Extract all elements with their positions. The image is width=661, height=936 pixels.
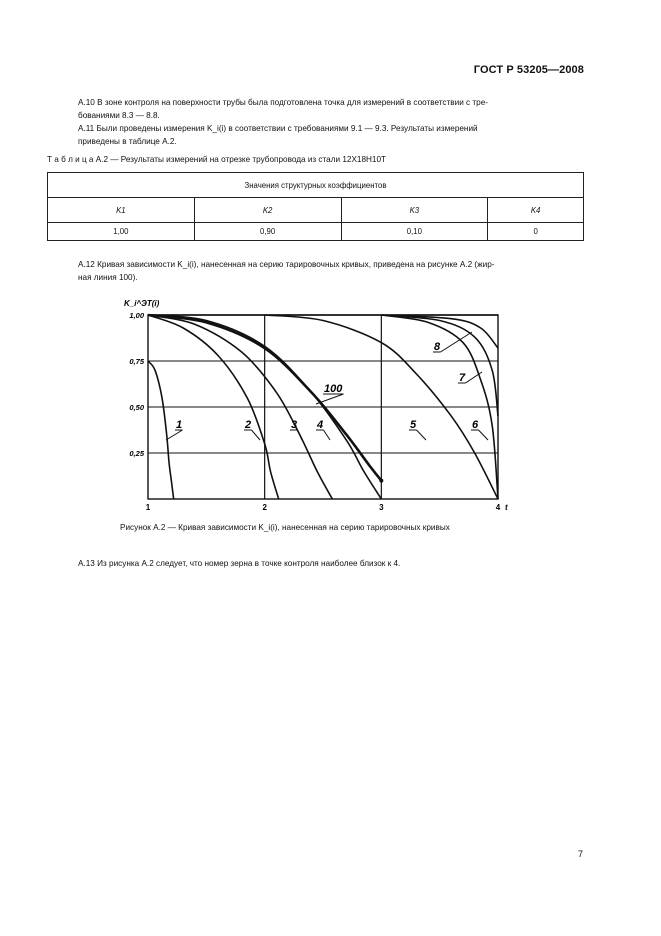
y-tick-label: 0,50 bbox=[129, 403, 144, 412]
table-cell-k3: 0,10 bbox=[341, 223, 488, 241]
y-tick-label: 1,00 bbox=[129, 311, 144, 320]
x-tick-label: 1 bbox=[145, 503, 151, 512]
document-header: ГОСТ Р 53205—2008 bbox=[473, 64, 584, 76]
results-table bbox=[47, 172, 584, 241]
paragraph-a13: A.13 Из рисунка A.2 следует, что номер зерна в точке контроля наиболее близок к 4. bbox=[78, 559, 401, 568]
curve-label-leader bbox=[166, 430, 183, 440]
paragraph-a10-line2: бованиями 8.3 — 8.8. bbox=[78, 111, 160, 120]
curve-label-100: 100 bbox=[324, 383, 343, 395]
table-col-k3: K3 bbox=[341, 198, 488, 223]
table-caption: Т а б л и ц а A.2 — Результаты измерений на отрезке трубопровода из стали 12Х18Н10Т bbox=[47, 155, 387, 164]
curve-label-3: 3 bbox=[291, 419, 298, 431]
curve-label-6: 6 bbox=[472, 419, 479, 431]
curve-label-leader bbox=[417, 430, 427, 440]
paragraph-a12-line2: ная линия 100). bbox=[78, 273, 138, 282]
table-cell-k4: 0 bbox=[488, 223, 584, 241]
paragraph-a11 bbox=[78, 122, 584, 148]
curve-label-8: 8 bbox=[434, 341, 441, 353]
table-col-k1: K1 bbox=[48, 198, 195, 223]
curve-100-endpoint bbox=[379, 479, 383, 483]
x-tick-label: 2 bbox=[262, 503, 267, 512]
calibration-chart bbox=[110, 290, 530, 515]
figure-caption: Рисунок A.2 — Кривая зависимости K_i(i), нанесенная на серию тарировочных кривых bbox=[120, 523, 450, 532]
table-col-k4: K4 bbox=[488, 198, 584, 223]
table-group-header: Значения структурных коэффициентов bbox=[48, 173, 584, 198]
y-tick-label: 0,75 bbox=[129, 357, 144, 366]
x-axis-label: t bbox=[505, 503, 508, 512]
x-tick-label: 4 bbox=[495, 503, 501, 512]
curve-label-2: 2 bbox=[245, 419, 252, 431]
y-axis-label: K_i^ЭТ(i) bbox=[124, 299, 160, 308]
curve-label-1: 1 bbox=[176, 419, 183, 431]
curve-label-leader bbox=[316, 394, 344, 404]
page-number: 7 bbox=[577, 849, 583, 859]
curve-label-leader bbox=[324, 430, 331, 440]
table-col-k2: K2 bbox=[194, 198, 341, 223]
curve-label-leader bbox=[479, 430, 489, 440]
curve-label-4: 4 bbox=[317, 419, 324, 431]
paragraph-a11-line2: приведены в таблице A.2. bbox=[78, 137, 177, 146]
curve-label-leader bbox=[252, 430, 261, 440]
curve-label-leader bbox=[298, 430, 303, 440]
x-tick-label: 3 bbox=[379, 503, 384, 512]
y-tick-label: 0,25 bbox=[129, 449, 144, 458]
paragraph-a10 bbox=[78, 96, 584, 122]
table-cell-k2: 0,90 bbox=[194, 223, 341, 241]
paragraph-a10-line1: A.10 В зоне контроля на поверхности трубы была подготовлена точка для измерений в соответствии с тре- bbox=[78, 98, 489, 107]
curve-1 bbox=[148, 361, 174, 499]
curve-label-5: 5 bbox=[410, 419, 417, 431]
curve-label-7: 7 bbox=[459, 372, 466, 384]
chart-labels bbox=[129, 311, 508, 512]
paragraph-a11-line1: A.11 Были проведены измерения K_i(i) в соответствии с требованиями 9.1 — 9.3. Результаты измерений bbox=[78, 124, 478, 133]
paragraph-a12 bbox=[78, 258, 584, 284]
paragraph-a12-line1: A.12 Кривая зависимости K_i(i), нанесенная на серию тарировочных кривых, приведена на рисунке A.2 (жир- bbox=[78, 260, 495, 269]
table-cell-k1: 1,00 bbox=[48, 223, 195, 241]
